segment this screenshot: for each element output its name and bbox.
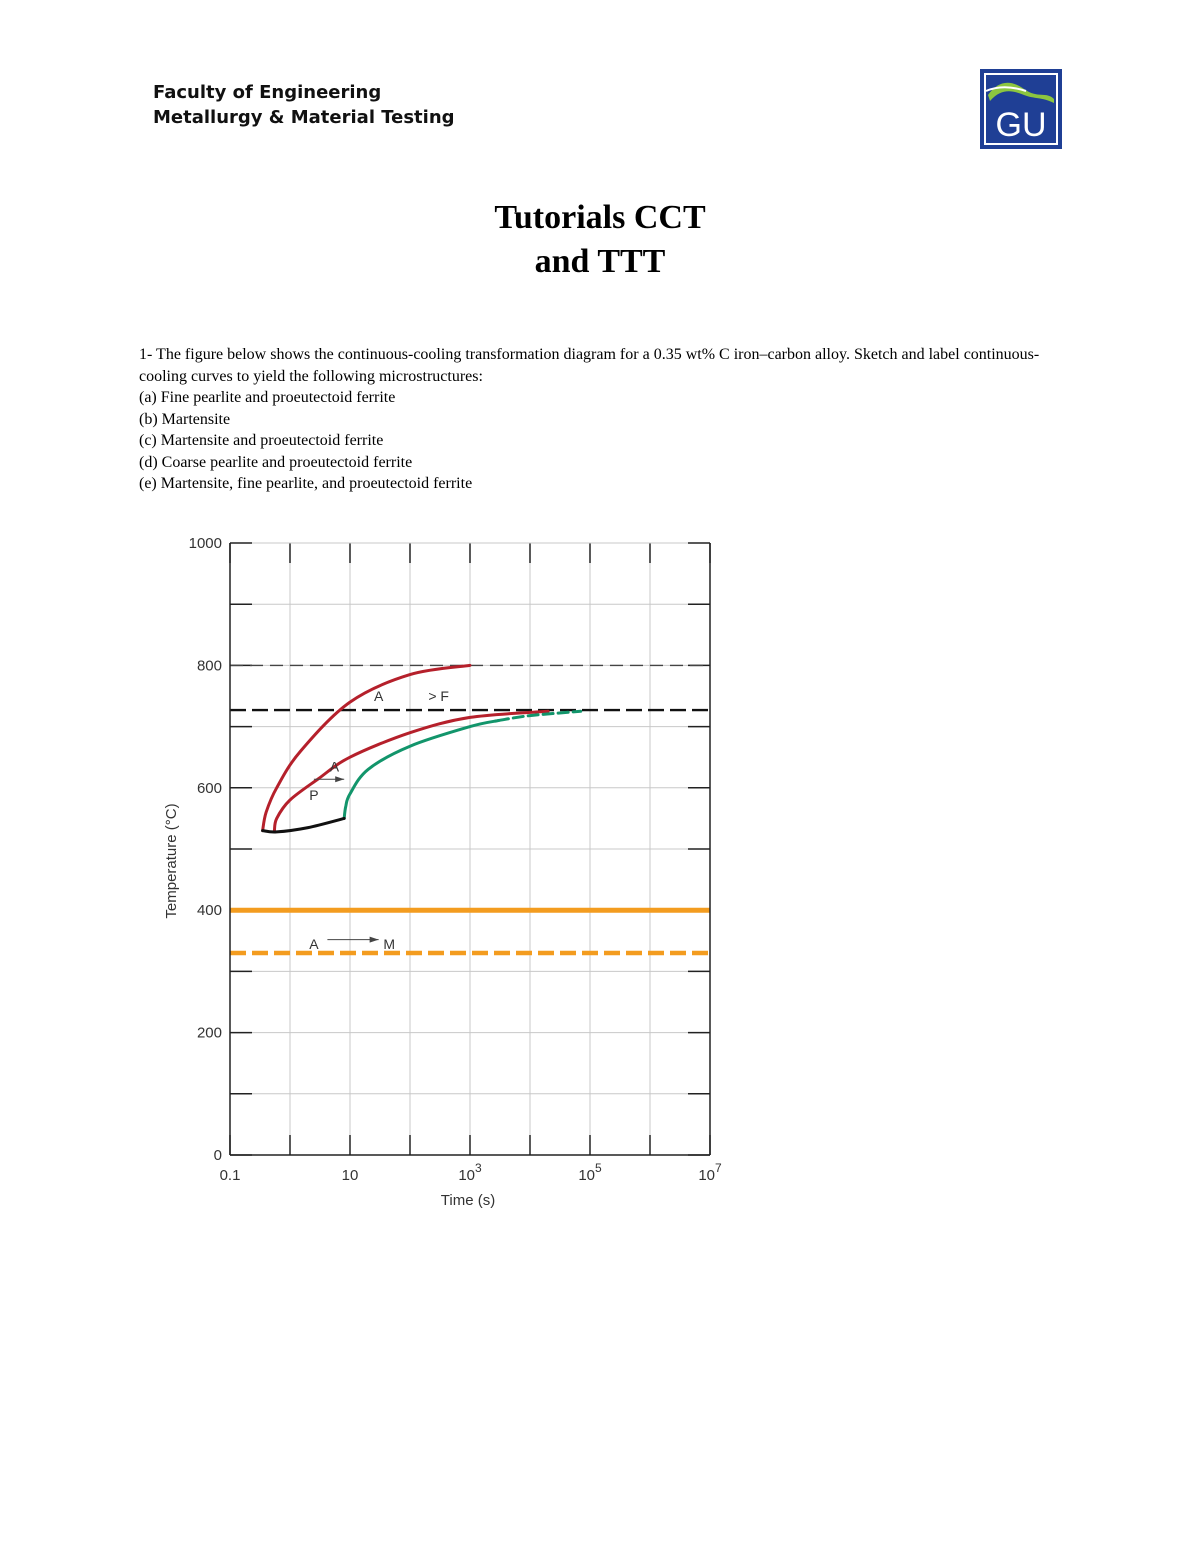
question-block — [139, 344, 1069, 495]
y-tick-label: 600 — [196, 779, 222, 797]
cct-diagram — [150, 530, 750, 1220]
question-intro: 1- The figure below shows the continuous-cooling transformation diagram for a 0.35 wt% C iron–carbon alloy. Sketch and label continuous-cooling curves to yield the following microstructures: — [139, 346, 1040, 385]
annotation-label: A — [309, 935, 319, 952]
x-tick-label: 10 — [341, 1167, 359, 1184]
curve-pearlite-finish-solid — [344, 721, 498, 819]
question-item-b: (b) Martensite — [139, 410, 231, 428]
x-tick-label: 0.1 — [219, 1167, 241, 1184]
chart-grid — [230, 543, 710, 1155]
header-block — [153, 80, 455, 130]
y-tick-label: 1000 — [188, 535, 222, 552]
university-logo — [980, 69, 1062, 149]
title-line-1: Tutorials CCT — [494, 199, 706, 236]
faculty-name: Faculty of Engineering — [153, 82, 382, 103]
x-tick-label: $10^7$ — [698, 1161, 722, 1184]
transformation-curves — [263, 665, 581, 942]
y-tick-label: 400 — [196, 902, 222, 920]
arrow-a-to-p-head — [335, 776, 344, 782]
annotation-label: P — [309, 787, 319, 804]
question-item-c: (c) Martensite and proeutectoid ferrite — [139, 432, 384, 449]
x-tick-label: $10^5$ — [578, 1161, 602, 1184]
y-axis-title: Temperature (°C) — [163, 803, 180, 919]
curve-pearlite-start — [274, 711, 548, 830]
question-item-e: (e) Martensite, fine pearlite, and proeutectoid ferrite — [139, 475, 473, 492]
annotation-label: A — [329, 758, 340, 775]
x-axis-title: Time (s) — [440, 1192, 496, 1209]
title-line-2: and TTT — [534, 243, 666, 280]
y-tick-label: 0 — [213, 1147, 222, 1164]
question-item-a: (a) Fine pearlite and proeutectoid ferrite — [139, 389, 396, 406]
question-item-d: (d) Coarse pearlite and proeutectoid ferrite — [139, 453, 413, 471]
page-title — [0, 196, 1200, 284]
logo-text: GU — [995, 106, 1047, 144]
x-tick-label: $10^3$ — [458, 1161, 482, 1184]
department-name: Metallurgy & Material Testing — [153, 107, 455, 128]
y-tick-label: 800 — [196, 657, 222, 675]
annotation-label: > F — [428, 688, 449, 704]
annotation-label: M — [383, 935, 396, 952]
chart-labels — [163, 535, 722, 1209]
arrow-a-to-m-head — [370, 937, 379, 943]
y-tick-label: 200 — [196, 1024, 222, 1042]
annotation-label: A — [373, 688, 384, 704]
